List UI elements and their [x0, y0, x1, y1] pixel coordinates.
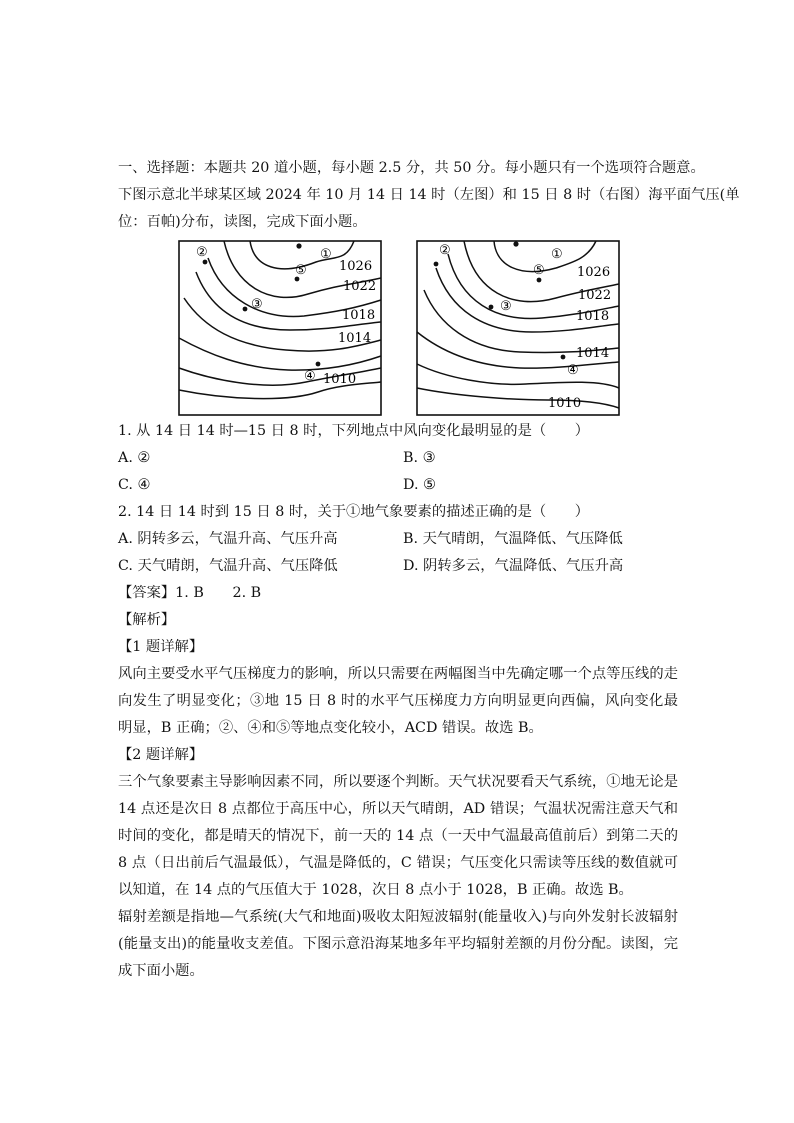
label-isobar-1022-right: 1022 — [578, 288, 612, 303]
question-1-options-row1 — [118, 445, 678, 472]
answer-line: 【答案】1. B 2. B — [118, 585, 262, 601]
label-point-5-right: ⑤ — [533, 263, 545, 278]
question-2-stem: 2. 14 日 14 时到 15 日 8 时，关于①地气象要素的描述正确的是（ ） — [118, 504, 590, 520]
isobar-map-left — [178, 240, 382, 416]
label-point-1-right: ① — [551, 247, 563, 262]
label-point-2-left: ② — [196, 245, 208, 260]
question-1-option-d[interactable]: D. ⑤ — [403, 477, 436, 493]
label-isobar-1026-right: 1026 — [577, 265, 611, 280]
isobar-map-right-svg — [416, 240, 620, 416]
label-isobar-1018-left: 1018 — [342, 308, 376, 323]
label-isobar-1026-left: 1026 — [339, 259, 373, 274]
label-point-3-left: ③ — [251, 297, 263, 312]
question-2-options-row2 — [118, 553, 678, 580]
question-2-option-d[interactable]: D. 阴转多云，气温降低、气压升高 — [403, 558, 624, 574]
section-intro-line3: 位：百帕)分布，读图，完成下面小题。 — [118, 214, 367, 230]
question-1-options-row2 — [118, 472, 678, 499]
label-point-3-right: ③ — [500, 299, 512, 314]
label-isobar-1010-right: 1010 — [548, 396, 582, 411]
label-point-5-left: ⑤ — [295, 263, 307, 278]
question-1-option-c[interactable]: C. ④ — [118, 477, 151, 493]
label-point-1-left: ① — [320, 247, 332, 262]
question-1-option-b[interactable]: B. ③ — [403, 450, 436, 466]
question-1-option-a[interactable]: A. ② — [118, 450, 151, 466]
detail-1-text: 风向主要受水平气压梯度力的影响，所以只需要在两幅图当中先确定哪一个点等压线的走向发生了明显变化；③地 15 日 8 时的水平气压梯度力方向明显更向西偏，风向变化最明显，B 正确；②、④和⑤等地点变化较小，ACD 错误。故选 B。 — [118, 666, 678, 736]
label-isobar-1014-right: 1014 — [576, 346, 610, 361]
question-2-options-row1 — [118, 526, 678, 553]
label-isobar-1018-right: 1018 — [576, 309, 610, 324]
question-2-option-a[interactable]: A. 阴转多云，气温升高、气压升高 — [118, 531, 338, 547]
label-point-4-right: ④ — [567, 363, 579, 378]
question-1-stem: 1. 从 14 日 14 时—15 日 8 时，下列地点中风向变化最明显的是（ ） — [118, 423, 590, 439]
question-2-option-c[interactable]: C. 天气晴朗，气温升高、气压降低 — [118, 558, 338, 574]
detail-2-heading: 【2 题详解】 — [118, 747, 204, 763]
isobar-map-left-svg — [178, 240, 382, 416]
detail-1-heading: 【1 题详解】 — [118, 639, 204, 655]
isobar-figures — [118, 240, 678, 416]
analysis-heading: 【解析】 — [118, 612, 176, 628]
label-point-2-right: ② — [439, 243, 451, 258]
question-2-option-b[interactable]: B. 天气晴朗，气温降低、气压降低 — [403, 531, 623, 547]
label-isobar-1014-left: 1014 — [338, 331, 372, 346]
label-point-4-left: ④ — [304, 369, 316, 384]
section-intro-line1: 一、选择题：本题共 20 道小题，每小题 2.5 分，共 50 分。每小题只有一个选项符合题意。 — [118, 160, 705, 176]
isobar-map-right — [416, 240, 620, 416]
label-isobar-1010-left: 1010 — [323, 372, 357, 387]
section-intro-line2: 下图示意北半球某区域 2024 年 10 月 14 日 14 时（左图）和 15 日 8 时（右图）海平面气压(单 — [118, 187, 740, 203]
next-question-intro: 辐射差额是指地—气系统(大气和地面)吸收太阳短波辐射(能量收入)与向外发射长波辐射(能量支出)的能量收支差值。下图示意沿海某地多年平均辐射差额的月份分配。读图，完成下面小题。 — [118, 909, 678, 979]
detail-2-text: 三个气象要素主导影响因素不同，所以要逐个判断。天气状况要看天气系统，①地无论是 14 点还是次日 8 点都位于高压中心，所以天气晴朗，AD 错误；气温状况需注意天气和时间的变化，都是晴天的情况下，前一天的 14 点（一天中气温最高值前后）到第二天的 8 点（日出前后气温最低），气温是降低的，C 错误；气压变化只需读等压线的数值就可以知道，在 14 点的气压值大于 1028，次日 8 点小于 1028，B 正确。故选 B。 — [118, 774, 678, 898]
document-page — [118, 155, 740, 985]
label-isobar-1022-left: 1022 — [343, 279, 377, 294]
